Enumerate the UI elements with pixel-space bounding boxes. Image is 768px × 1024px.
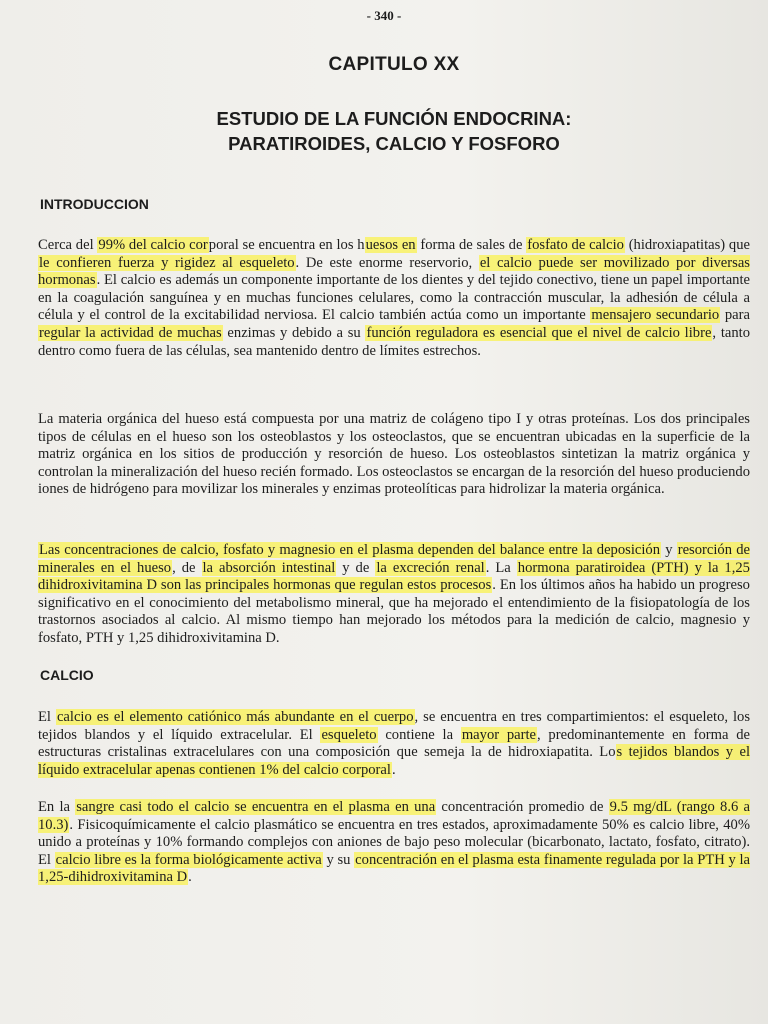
highlighted-text: concentración en el plasma esta finamente regulada por la PTH y la 1,25-dihidroxivitamina D	[38, 851, 751, 886]
text-run: enzimas y debido a su	[222, 324, 366, 341]
highlighted-text: mayor parte	[461, 726, 537, 743]
highlighted-text: fosfato de calcio	[527, 237, 624, 253]
highlighted-text: hormona paratiroidea (PTH) y la 1,25 dihidroxivitamina D son las principales hormonas que regulan estos procesos	[38, 559, 750, 594]
text-run: (hidroxiapatitas) que	[624, 237, 750, 253]
highlighted-text: uesos en	[365, 237, 416, 253]
text-run: forma de sales de	[416, 237, 527, 253]
highlighted-text: sangre casi todo el calcio se encuentra en el plasma en una	[76, 799, 436, 815]
text-run: , de	[172, 559, 202, 576]
text-run: En la	[38, 799, 76, 815]
text-run: , se encuentra en tres compartimientos: el esqueleto, los tejidos blandos y el líquido extracelular. El	[38, 709, 750, 743]
paragraph-intro-2	[38, 411, 750, 499]
highlighted-text: función reguladora es esencial que el nivel de calcio libre	[366, 324, 712, 341]
paragraph-calcio-2	[38, 799, 750, 887]
chapter-title	[0, 106, 768, 156]
text-run: La materia orgánica del hueso está compuesta por una matriz de colágeno tipo I y otras proteínas. Los dos principales tipos de células en el hueso son los osteoblastos y los osteoclastos, que se encuentran ubicadas en la superficie de la matriz orgánica en los sitios de producción y resorción de hueso. Los osteoblastos sintetizan la matriz orgánica y controlan la mineralización del hueso recién formado. Los osteoclastos se encargan de la resorción del hueso produciendo iones de hidrógeno para movilizar los minerales y enzimas proteolíticas para hidrolizar la materia orgánica.	[38, 411, 750, 498]
text-run: para	[720, 307, 750, 324]
text-run: contiene la	[377, 726, 461, 743]
section-heading-calcio: CALCIO	[40, 667, 94, 683]
text-run: poral se encuentra en los h	[208, 237, 365, 253]
text-run: . De este enorme reservorio,	[295, 254, 479, 271]
chapter-title-line-2: PARATIROIDES, CALCIO Y FOSFORO	[228, 133, 560, 154]
highlighted-text: calcio es el elemento catiónico más abundante en el cuerpo	[56, 709, 414, 725]
highlighted-text: s tejidos blandos y el líquido extracelular apenas contienen 1% del calcio corporal	[38, 744, 751, 778]
text-run: .	[391, 761, 396, 778]
text-run: . La	[485, 559, 517, 576]
text-run: . En los últimos años ha habido un progreso significativo en el conocimiento del metabolismo mineral, que ha mejorado el entendimiento de la fisiopatología de los trastornos asociados al calcio. Al mismo tiempo han mejorado los métodos para la medición de calcio, magnesio y fosfato, PTH y 1,25 dihidroxivitamina D.	[38, 577, 750, 646]
highlighted-text: el calcio puede ser movilizado por diversas hormonas	[38, 254, 750, 289]
text-run: y	[661, 542, 677, 558]
text-run: , predominantemente en forma de estructuras cristalinas extracelulares con una composición que semeja la de hidroxiapatita. Lo	[38, 726, 750, 761]
highlighted-text: calcio libre es la forma biológicamente activa	[55, 851, 322, 868]
highlighted-text: la excreción renal	[376, 559, 485, 576]
paragraph-calcio-1	[38, 709, 750, 779]
text-run: , tanto dentro como fuera de las células, sea mantenido dentro de límites estrechos.	[38, 324, 750, 359]
text-run: . El calcio es además un componente importante de los dientes y del tejido conectivo, tiene un papel importante en la coagulación sanguínea y en muchas funciones celulares, como la contracción muscular, la adhesión de célula a célula y el control de la excitabilidad nerviosa. El calcio también actúa como un importante	[38, 272, 750, 324]
highlighted-text: resorción de minerales en el hueso	[38, 542, 750, 576]
text-run: El	[38, 709, 56, 725]
chapter-label: CAPITULO XX	[328, 54, 460, 75]
section-heading-introduccion: INTRODUCCION	[40, 196, 149, 212]
page-number: - 340 -	[366, 8, 402, 23]
text-run: . Fisicoquímicamente el calcio plasmático se encuentra en tres estados, aproximadamente 50% es calcio libre, 40% unido a proteínas y 10% formando complejos con aniones de bajo peso molecular (bicarbonato, lactato, fosfato, citrato). El	[38, 816, 750, 868]
text-run: .	[188, 869, 192, 886]
paragraph-intro-1	[38, 237, 750, 360]
highlighted-text: mensajero secundario	[591, 307, 720, 324]
highlighted-text: 9.5 mg/dL (rango 8.6 a 10.3)	[38, 799, 750, 833]
chapter-title-line-1: ESTUDIO DE LA FUNCIÓN ENDOCRINA:	[216, 108, 572, 129]
highlighted-text: le confieren fuerza y rigidez al esqueleto	[39, 254, 295, 271]
text-run: y su	[322, 851, 355, 868]
text-run: concentración promedio de	[436, 799, 609, 815]
highlighted-text: 99% del calcio cor	[98, 237, 208, 253]
highlighted-text: esqueleto	[321, 726, 377, 743]
text-run: Cerca del	[38, 237, 98, 253]
highlighted-text: Las concentraciones de calcio, fosfato y magnesio en el plasma dependen del balance entre la deposición	[39, 542, 661, 558]
highlighted-text: regular la actividad de muchas	[39, 324, 222, 341]
paragraph-intro-3	[38, 542, 750, 648]
text-run: y de	[336, 559, 376, 576]
highlighted-text: la absorción intestinal	[202, 559, 336, 576]
